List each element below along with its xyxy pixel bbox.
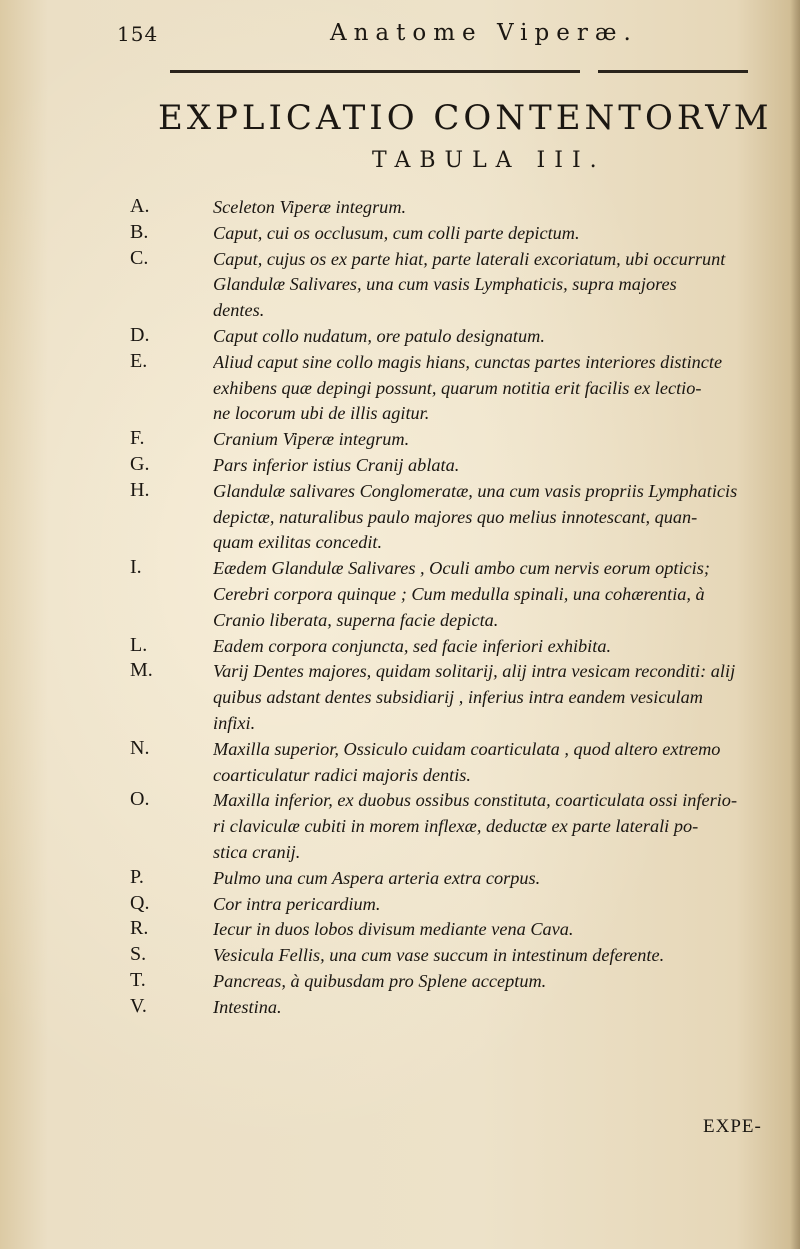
legend-description-line: quibus adstant dentes subsidiarij , inferius intra eandem vesiculam — [213, 687, 704, 708]
legend-description-line: Glandulæ Salivares, una cum vasis Lymphaticis, supra majores — [213, 274, 677, 295]
legend-description — [213, 427, 773, 453]
legend-description-line: Caput, cujus os ex parte hiat, parte laterali excoriatum, ubi occurrunt — [213, 248, 726, 269]
legend-description-line: Varij Dentes majores, quidam solitarij, alij intra vesicam reconditi: alij — [213, 661, 736, 682]
legend-letter: D. — [130, 323, 150, 346]
legend-description-line: depictæ, naturalibus paulo majores quo melius innotescant, quan- — [213, 506, 698, 527]
legend-entry — [0, 221, 800, 247]
legend-letter: T. — [130, 968, 146, 991]
legend-entry — [0, 427, 800, 453]
legend-description — [213, 221, 773, 247]
legend-entry — [0, 943, 800, 969]
legend-description — [213, 324, 773, 350]
legend-description — [213, 634, 773, 660]
legend-description — [213, 659, 773, 736]
legend-entry — [0, 195, 800, 221]
legend-entry — [0, 556, 800, 633]
legend-description-line: infixi. — [213, 712, 256, 733]
legend-entry — [0, 788, 800, 865]
legend-entry — [0, 634, 800, 660]
legend-description-line: Iecur in duos lobos divisum mediante vena Cava. — [213, 919, 574, 940]
legend-entry — [0, 737, 800, 789]
legend-letter: L. — [130, 633, 148, 656]
legend-list — [0, 195, 800, 1021]
legend-entry — [0, 917, 800, 943]
legend-description — [213, 556, 773, 633]
legend-letter: H. — [130, 478, 150, 501]
legend-letter: B. — [130, 220, 149, 243]
legend-description — [213, 479, 773, 556]
section-subtitle: TABULA III. — [372, 148, 606, 173]
legend-description-line: ri claviculæ cubiti in morem inflexæ, deductæ ex parte laterali po- — [213, 816, 699, 837]
legend-description — [213, 350, 773, 427]
legend-description-line: Sceleton Viperæ integrum. — [213, 197, 407, 217]
legend-description-line: dentes. — [213, 300, 265, 321]
legend-description-line: Cranium Viperæ integrum. — [213, 429, 410, 450]
legend-description-line: exhibens quæ depingi possunt, quarum notitia erit facilis ex lectio- — [213, 377, 702, 398]
legend-description-line: Pulmo una cum Aspera arteria extra corpus. — [213, 867, 541, 888]
legend-entry — [0, 866, 800, 892]
running-title: Anatome Viperæ. — [330, 20, 638, 46]
legend-entry — [0, 453, 800, 479]
legend-description-line: Pars inferior istius Cranij ablata. — [213, 454, 460, 475]
legend-entry — [0, 479, 800, 556]
legend-description-line: ne locorum ubi de illis agitur. — [213, 403, 430, 424]
legend-description — [213, 247, 773, 324]
legend-description — [213, 969, 773, 995]
section-title: EXPLICATIO CONTENTORVM — [158, 98, 773, 138]
legend-description-line: quam exilitas concedit. — [213, 532, 383, 553]
legend-description — [213, 943, 773, 969]
legend-letter: P. — [130, 865, 144, 888]
legend-entry — [0, 892, 800, 918]
legend-letter: E. — [130, 349, 148, 372]
legend-letter: I. — [130, 556, 142, 579]
page-number: 154 — [117, 22, 159, 46]
legend-description-line: Glandulæ salivares Conglomeratæ, una cum vasis propriis Lymphaticis — [213, 480, 738, 501]
legend-letter: R. — [130, 917, 149, 940]
legend-description — [213, 995, 773, 1021]
legend-description-line: Cerebri corpora quinque ; Cum medulla spinali, una cohærentia, à — [213, 583, 705, 604]
legend-letter: F. — [130, 427, 145, 450]
legend-description-line: Intestina. — [213, 996, 282, 1017]
legend-description — [213, 866, 773, 892]
legend-description-line: Cor intra pericardium. — [213, 893, 381, 914]
legend-letter: S. — [130, 943, 147, 966]
legend-description-line: Maxilla inferior, ex duobus ossibus constituta, coarticulata ossi inferio- — [213, 790, 738, 811]
legend-description-line: Maxilla superior, Ossiculo cuidam coarticulata , quod altero extremo — [213, 738, 721, 759]
legend-entry — [0, 995, 800, 1021]
legend-description-line: Caput, cui os occlusum, cum colli parte depictum. — [213, 222, 580, 243]
legend-description — [213, 195, 773, 221]
legend-description-line: Pancreas, à quibusdam pro Splene acceptum. — [213, 970, 547, 991]
legend-description-line: Vesicula Fellis, una cum vase succum in intestinum deferente. — [213, 945, 665, 966]
legend-letter: V. — [130, 994, 147, 1017]
legend-description — [213, 788, 773, 865]
legend-letter: Q. — [130, 891, 150, 914]
header-rule-left — [170, 70, 580, 73]
legend-entry — [0, 247, 800, 324]
legend-description — [213, 892, 773, 918]
legend-description-line: stica cranij. — [213, 841, 301, 862]
legend-description — [213, 917, 773, 943]
legend-letter: M. — [130, 659, 153, 682]
legend-description-line: coarticulatur radici majoris dentis. — [213, 764, 471, 785]
legend-description-line: Eadem corpora conjuncta, sed facie inferiori exhibita. — [213, 635, 612, 656]
legend-letter: N. — [130, 736, 150, 759]
legend-entry — [0, 659, 800, 736]
legend-letter: O. — [130, 788, 150, 811]
legend-description-line: Aliud caput sine collo magis hians, cunctas partes interiores distincte — [213, 351, 723, 372]
legend-description — [213, 737, 773, 789]
legend-letter: C. — [130, 246, 149, 269]
legend-description — [213, 453, 773, 479]
legend-letter: G. — [130, 452, 150, 475]
legend-description-line: Eædem Glandulæ Salivares , Oculi ambo cum nervis eorum opticis; — [213, 558, 710, 579]
legend-entry — [0, 324, 800, 350]
legend-entry — [0, 350, 800, 427]
legend-entry — [0, 969, 800, 995]
legend-description-line: Caput collo nudatum, ore patulo designatum. — [213, 325, 545, 346]
catchword: EXPE- — [703, 1116, 762, 1137]
legend-letter: A. — [130, 195, 150, 217]
header-rule-right — [598, 70, 748, 73]
legend-description-line: Cranio liberata, superna facie depicta. — [213, 609, 499, 630]
